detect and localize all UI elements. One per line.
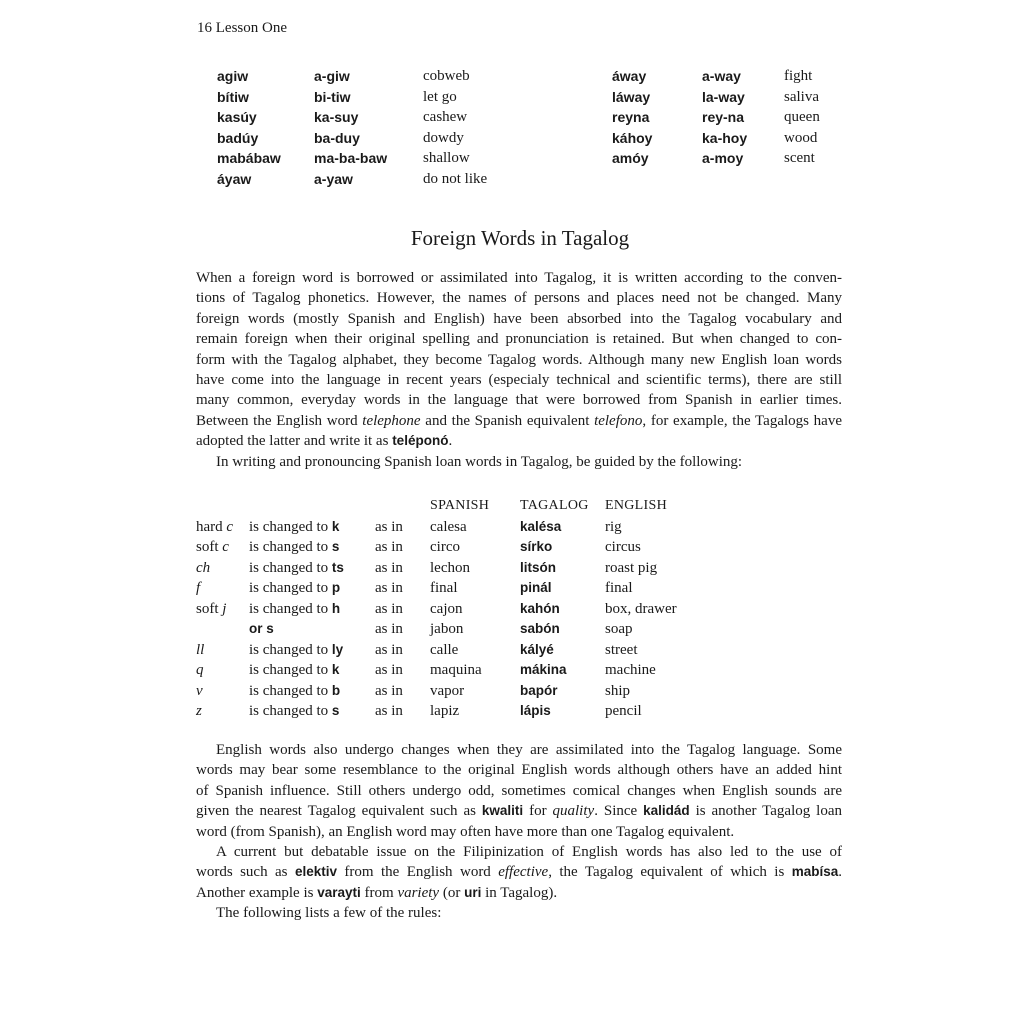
rule-letter	[196, 517, 249, 538]
rule-letter	[196, 599, 249, 620]
rule-english: box, drawer	[605, 600, 677, 617]
rule-tagalog: kahón	[520, 600, 560, 616]
vocab-syllables: la-way	[702, 88, 745, 105]
vocab-meaning: wood	[784, 129, 818, 146]
bold-term: elektiv	[294, 864, 337, 880]
vocab-word: mabábaw	[217, 150, 281, 166]
rule-letter-prefix: soft	[196, 539, 223, 555]
text-line	[196, 411, 842, 431]
rule-letter	[196, 701, 249, 722]
text-line: word (from Spanish), an English word may often have more than one Tagalog equivalent.	[196, 823, 735, 840]
vocab-word: bítiw	[217, 88, 249, 105]
section-title: Foreign Words in Tagalog	[410, 226, 630, 250]
vocab-word: amóy	[612, 150, 649, 166]
rule-change-target: ts	[331, 559, 344, 575]
rule-letter	[196, 619, 249, 640]
bold-term: kwaliti	[481, 803, 524, 819]
rule-letter-prefix: soft	[196, 600, 223, 617]
vocab-meaning: fight	[784, 68, 813, 84]
rule-letter-value: v	[196, 682, 203, 699]
text: in Tagalog).	[481, 884, 558, 901]
rule-as-in: as in	[375, 600, 403, 617]
rule-row	[196, 517, 677, 538]
rule-english: final	[605, 580, 633, 596]
text: .	[448, 433, 453, 450]
vocab-meaning: queen	[784, 109, 820, 125]
rule-change	[249, 599, 375, 620]
text-line: The following lists a few of the rules:	[216, 905, 442, 922]
bold-term: uri	[464, 884, 482, 900]
rule-change	[249, 558, 375, 579]
vocab-syllables: a-moy	[702, 150, 744, 166]
rule-letter-value: j	[222, 600, 227, 617]
rule-change	[249, 640, 375, 661]
rule-change	[249, 619, 375, 640]
rule-change	[249, 660, 375, 681]
rule-as-in: as in	[375, 518, 403, 535]
italic-term: telefono	[594, 412, 643, 429]
vocab-row	[217, 128, 487, 149]
rule-letter	[196, 537, 249, 558]
text-line: foreign words (mostly Spanish and English) have been absorbed into the Tagalog vocabulary and	[196, 310, 842, 327]
header-spanish: SPANISH	[430, 498, 490, 513]
rule-tagalog: lápis	[520, 703, 551, 718]
vocab-syllables: rey-na	[702, 109, 745, 125]
rule-as-in: as in	[375, 682, 403, 699]
rule-english: ship	[605, 682, 631, 699]
rule-change-target: k	[331, 518, 340, 534]
rule-change-target: s	[266, 621, 274, 636]
rule-english: pencil	[605, 703, 642, 719]
rule-change-text: is changed to	[249, 600, 332, 617]
rule-spanish: jabon	[430, 621, 464, 637]
text: given the nearest Tagalog equivalent such as	[196, 803, 482, 820]
rule-row	[196, 701, 677, 722]
text: (or	[439, 884, 465, 901]
header-english: ENGLISH	[605, 498, 667, 513]
text: is another Tagalog loan	[689, 803, 842, 820]
text-line: A current but debatable issue on the Filipinization of English words has also led to the use of	[216, 844, 842, 861]
rule-spanish: circo	[430, 539, 460, 555]
bold-term: kalidád	[643, 803, 690, 819]
rule-spanish: lechon	[430, 559, 470, 576]
rule-as-in: as in	[375, 641, 403, 658]
rule-letter-value: c	[226, 518, 234, 535]
spanish-loan-rules-table	[196, 496, 677, 722]
rule-tagalog: bapór	[520, 682, 558, 698]
text-line: In writing and pronouncing Spanish loan words in Tagalog, be guided by the following:	[216, 453, 743, 470]
vocab-row	[217, 169, 487, 190]
text-line: many common, everyday words in the language that were borrowed from Spanish in earlier times.	[196, 392, 842, 409]
rule-letter	[196, 640, 249, 661]
text-line: of Spanish influence. Still others undergo odd, sometimes comical changes when English sounds are	[196, 782, 842, 799]
rule-change-text: is changed to	[249, 539, 332, 555]
rule-spanish: calesa	[430, 518, 467, 535]
text-line	[196, 862, 842, 882]
rule-english: machine	[605, 662, 656, 678]
rule-change	[249, 578, 375, 599]
bold-term: teléponó	[392, 433, 449, 449]
italic-term: variety	[397, 884, 440, 901]
text-line: form with the Tagalog alphabet, they become Tagalog words. Although many new English loan words	[196, 351, 842, 368]
text: Between the English word	[196, 412, 363, 429]
vocab-meaning: do not like	[423, 170, 488, 187]
rule-as-in: as in	[375, 703, 403, 719]
text-line	[196, 801, 842, 821]
text: for	[523, 803, 553, 820]
rule-english: circus	[605, 539, 641, 555]
italic-term: quality	[552, 803, 595, 820]
rule-change-text: is changed to	[249, 662, 332, 678]
vocab-word: láway	[612, 88, 651, 105]
rule-english: soap	[605, 621, 633, 637]
rule-letter-prefix: hard	[196, 518, 227, 535]
vocab-meaning: shallow	[423, 150, 470, 166]
vocab-syllables: a-way	[702, 68, 741, 84]
text-line: have come into the language in recent years (especialy technical and scientific terms), there are still	[196, 372, 842, 389]
text-line: tions of Tagalog phonetics. However, the names of persons and places need not be changed. Many	[196, 290, 842, 307]
vocab-syllables: ka-hoy	[702, 129, 748, 146]
vocab-row	[217, 148, 487, 169]
rule-row	[196, 599, 677, 620]
vocab-row	[217, 66, 487, 87]
rule-tagalog: pinál	[520, 580, 552, 595]
vocab-row	[612, 148, 820, 169]
rule-spanish: maquina	[430, 662, 482, 678]
paragraph-intro	[196, 268, 842, 472]
bold-term: varayti	[317, 884, 361, 900]
text: words such as	[196, 864, 295, 881]
vocab-word: agiw	[217, 68, 249, 84]
rule-letter-value: z	[196, 703, 202, 719]
text: , for example, the Tagalogs have	[642, 412, 842, 429]
rule-letter	[196, 660, 249, 681]
text-line: remain foreign when their original spelling and pronunciation is retained. But when changed to con-	[196, 331, 842, 348]
rule-change-text: is changed to	[249, 703, 332, 719]
text: , the Tagalog equivalent of which is	[548, 864, 792, 881]
vocab-row	[612, 87, 820, 108]
vocab-meaning: scent	[784, 150, 815, 166]
text: and the Spanish equivalent	[420, 412, 595, 429]
vocab-syllables: a-yaw	[314, 170, 353, 187]
rule-english: rig	[605, 518, 622, 535]
rule-as-in: as in	[375, 559, 403, 576]
rule-letter-value: ll	[196, 641, 205, 658]
vocab-word: áway	[612, 68, 647, 84]
rule-row	[196, 537, 677, 558]
rule-tagalog: mákina	[520, 662, 567, 677]
vocab-syllables: ba-duy	[314, 129, 360, 146]
text: .	[838, 864, 842, 881]
vocab-word: reyna	[612, 109, 650, 125]
vocab-row	[217, 107, 487, 128]
rule-english: street	[605, 641, 638, 658]
rule-change-text: is changed to	[249, 559, 332, 576]
rule-letter-value: c	[222, 539, 229, 555]
vocab-syllables: ka-suy	[314, 109, 359, 125]
rule-letter	[196, 578, 249, 599]
text-line: English words also undergo changes when they are assimilated into the Tagalog language. Some	[216, 742, 842, 758]
rule-row	[196, 558, 677, 579]
rule-english: roast pig	[605, 559, 658, 576]
rule-change-target: h	[331, 600, 341, 616]
text: from	[360, 884, 398, 901]
rule-spanish: vapor	[430, 682, 465, 699]
rule-as-in: as in	[375, 539, 403, 555]
rule-tagalog: sabón	[520, 621, 560, 636]
text: . Since	[594, 803, 644, 820]
rule-row	[196, 660, 677, 681]
rule-row	[196, 640, 677, 661]
header-tagalog: TAGALOG	[520, 498, 589, 513]
paragraph-english-words	[196, 740, 842, 924]
vocab-word: káhoy	[612, 129, 653, 146]
rule-row	[196, 681, 677, 702]
text-line: words may bear some resemblance to the original English words although others have an added hint	[196, 762, 842, 779]
rule-tagalog: kalésa	[520, 518, 562, 534]
vocab-meaning: cashew	[423, 109, 468, 125]
rule-change-text: or	[249, 621, 267, 636]
rule-spanish: calle	[430, 641, 459, 658]
vocab-meaning: cobweb	[423, 68, 470, 84]
vocab-meaning: let go	[423, 88, 457, 105]
rule-change	[249, 701, 375, 722]
rule-letter	[196, 681, 249, 702]
vocab-word: badúy	[217, 129, 259, 146]
rule-tagalog: kályé	[520, 641, 554, 657]
text: from the English word	[336, 864, 499, 881]
vocab-row	[612, 128, 820, 149]
rule-change	[249, 537, 375, 558]
rule-change-target: s	[331, 703, 340, 718]
text-line: When a foreign word is borrowed or assimilated into Tagalog, it is written according to the conven-	[196, 270, 842, 286]
vocab-syllables: a-giw	[314, 68, 350, 84]
text: adopted the latter and write it as	[196, 433, 393, 450]
rule-letter	[196, 558, 249, 579]
vocab-list-right	[612, 66, 820, 169]
rules-header-row	[196, 496, 677, 517]
rule-letter-value: f	[196, 580, 201, 596]
rule-spanish: final	[430, 580, 458, 596]
text-line	[196, 883, 842, 903]
rule-spanish: lapiz	[430, 703, 460, 719]
rule-change-target: b	[331, 682, 341, 698]
italic-term: telephone	[362, 412, 421, 429]
rule-change	[249, 517, 375, 538]
text: Another example is	[196, 884, 318, 901]
rule-row	[196, 578, 677, 599]
rule-change-text: is changed to	[249, 580, 332, 596]
rule-change-text: is changed to	[249, 641, 332, 658]
vocab-row	[612, 107, 820, 128]
vocab-word: kasúy	[217, 109, 257, 125]
rule-change-text: is changed to	[249, 518, 332, 535]
vocab-meaning: dowdy	[423, 129, 464, 146]
rule-change-target: p	[331, 580, 341, 595]
vocab-syllables: bi-tiw	[314, 88, 351, 105]
rule-row	[196, 619, 677, 640]
rule-as-in: as in	[375, 662, 403, 678]
vocab-row	[217, 87, 487, 108]
vocab-word: áyaw	[217, 170, 252, 187]
bold-term: mabísa	[791, 864, 839, 880]
rule-as-in: as in	[375, 621, 403, 637]
rule-spanish: cajon	[430, 600, 463, 617]
vocab-list-left	[217, 66, 487, 189]
rule-change-target: ly	[331, 641, 344, 657]
rule-change-text: is changed to	[249, 682, 332, 699]
rule-letter-value: ch	[196, 559, 211, 576]
rule-letter-value: q	[196, 662, 204, 678]
vocab-row	[612, 66, 820, 87]
rule-tagalog: sírko	[520, 539, 553, 554]
italic-term: effective	[498, 864, 549, 881]
rule-as-in: as in	[375, 580, 403, 596]
rule-change-target: s	[331, 539, 340, 554]
rule-tagalog: litsón	[520, 559, 556, 575]
vocab-meaning: saliva	[784, 88, 819, 105]
vocab-syllables: ma-ba-baw	[314, 150, 388, 166]
text-line	[196, 431, 842, 451]
rule-change	[249, 681, 375, 702]
rule-change-target: k	[331, 662, 340, 677]
running-head: 16 Lesson One	[197, 20, 287, 36]
